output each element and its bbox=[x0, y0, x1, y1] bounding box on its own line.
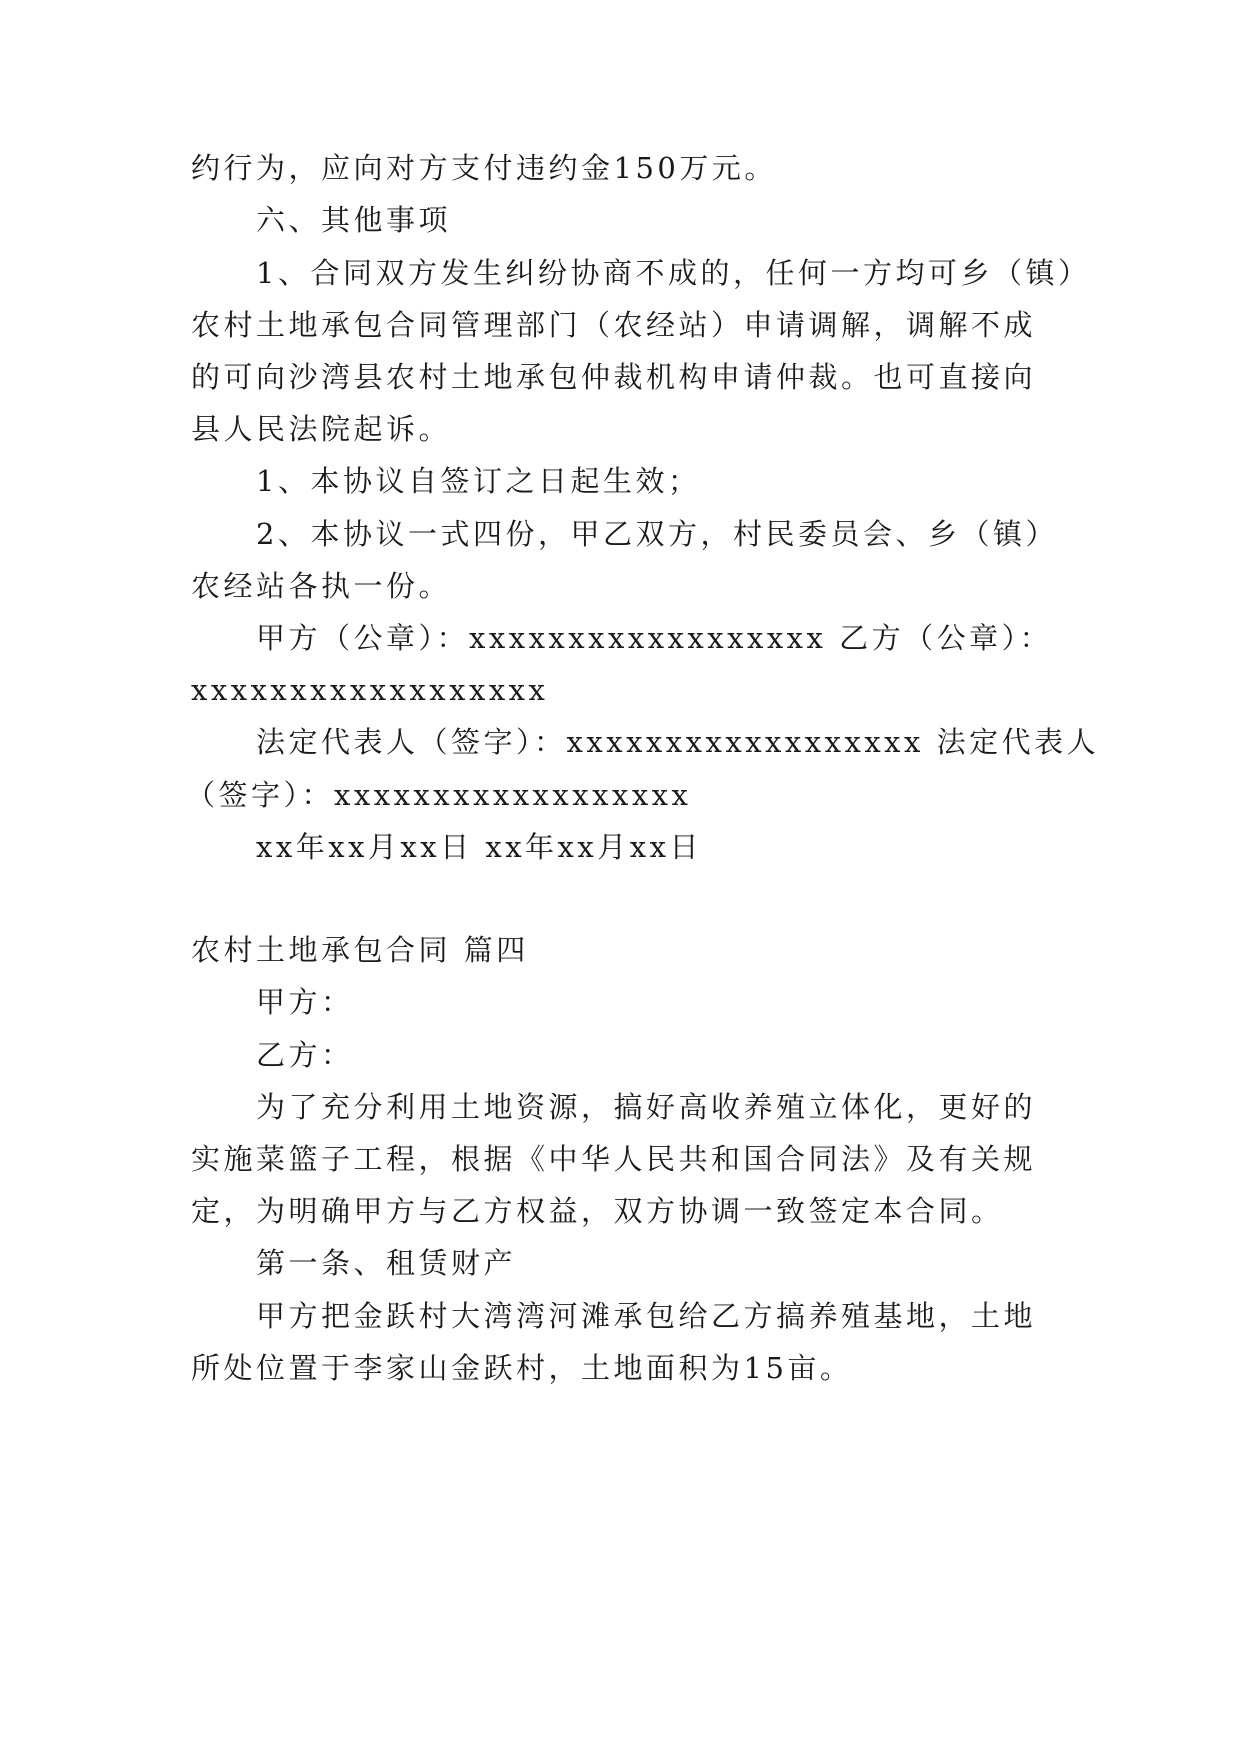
document-title: 农村土地承包合同 篇四 bbox=[191, 933, 529, 967]
text-line: 的可向沙湾县农村土地承包仲裁机构申请仲裁。也可直接向 bbox=[191, 360, 1037, 394]
text-line: 农村土地承包合同管理部门（农经站）申请调解，调解不成 bbox=[191, 308, 1037, 342]
section-heading: 第一条、租赁财产 bbox=[256, 1246, 517, 1280]
party-a-label: 甲方： bbox=[256, 985, 354, 1019]
signature-line: 甲方（公章）：xxxxxxxxxxxxxxxxxx 乙方（公章）： bbox=[256, 621, 1053, 655]
text-line: 2、本协议一式四份，甲乙双方，村民委员会、乡（镇） bbox=[256, 517, 1058, 551]
text-line: 所处位置于李家山金跃村，土地面积为15亩。 bbox=[191, 1351, 853, 1385]
text-line: 甲方把金跃村大湾湾河滩承包给乙方搞养殖基地，土地 bbox=[256, 1299, 1037, 1333]
date-line: xx年xx月xx日 xx年xx月xx日 bbox=[256, 830, 702, 864]
text-line: 为了充分利用土地资源，搞好高收养殖立体化，更好的 bbox=[256, 1090, 1037, 1124]
text-line: 约行为，应向对方支付违约金150万元。 bbox=[191, 151, 777, 185]
text-line: 1、本协议自签订之日起生效； bbox=[256, 464, 701, 498]
text-line: 定，为明确甲方与乙方权益，双方协调一致签定本合同。 bbox=[191, 1194, 1004, 1228]
party-b-label: 乙方： bbox=[256, 1038, 354, 1072]
signature-line: 法定代表人（签字）：xxxxxxxxxxxxxxxxxx 法定代表人 bbox=[256, 725, 1100, 759]
text-line: 1、合同双方发生纠纷协商不成的，任何一方均可乡（镇） bbox=[256, 256, 1091, 290]
text-line: 农经站各执一份。 bbox=[191, 569, 452, 603]
text-line: 县人民法院起诉。 bbox=[191, 412, 452, 446]
text-line: 实施菜篮子工程，根据《中华人民共和国合同法》及有关规 bbox=[191, 1142, 1037, 1176]
section-heading: 六、其他事项 bbox=[256, 203, 452, 237]
signature-line: xxxxxxxxxxxxxxxxxx bbox=[191, 673, 549, 707]
signature-line: （签字）：xxxxxxxxxxxxxxxxxx bbox=[186, 778, 692, 812]
